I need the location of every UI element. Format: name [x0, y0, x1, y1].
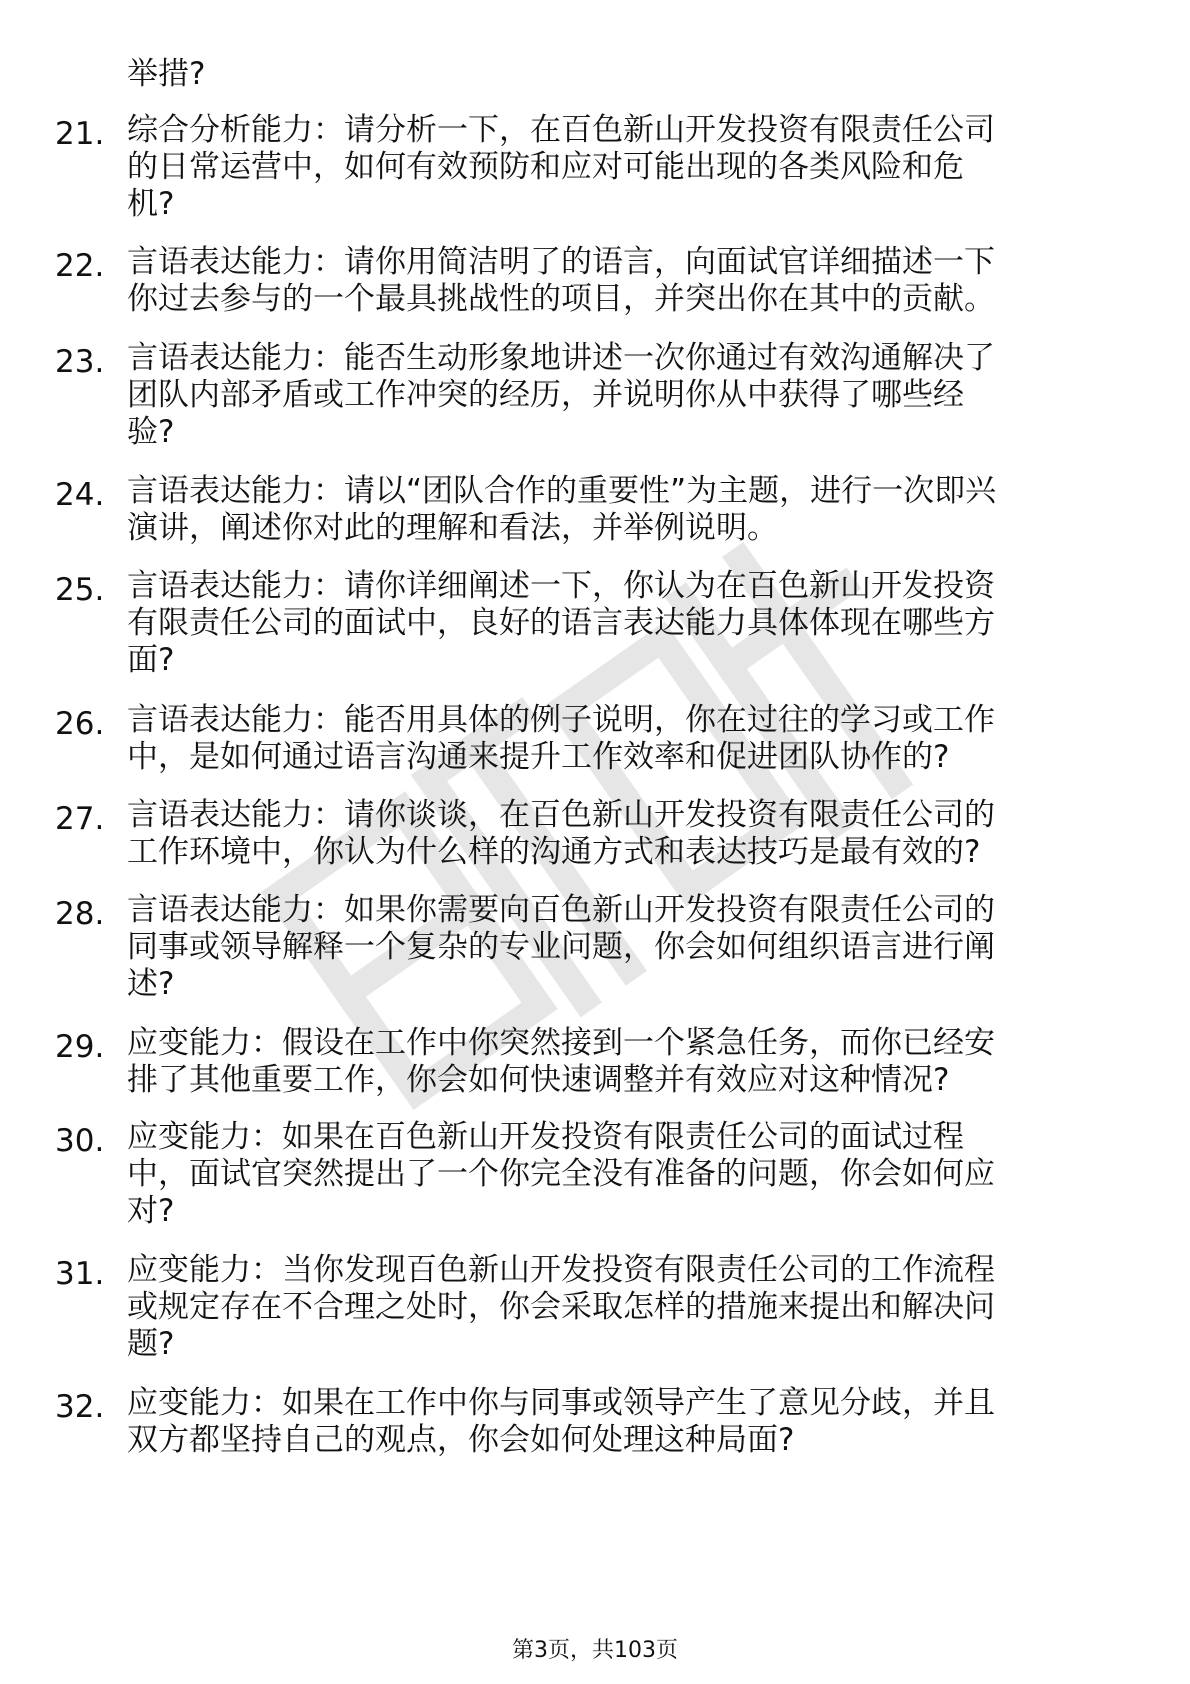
question-number: 32. — [55, 1389, 105, 1425]
question-text: 言语表达能力：请以“团队合作的重要性”为主题，进行一次即兴 演讲，阐述你对此的理解和看法，并举例说明。 — [127, 473, 997, 546]
question-text: 应变能力：如果在工作中你与同事或领导产生了意见分歧，并且 双方都坚持自己的观点，你会如何处理这种局面? — [127, 1385, 995, 1458]
page-footer: 第3页，共103页 — [512, 1638, 678, 1663]
question-text: 言语表达能力：请你详细阐述一下，你认为在百色新山开发投资 有限责任公司的面试中，良好的语言表达能力具体体现在哪些方 面? — [127, 568, 995, 678]
question-text: 言语表达能力：如果你需要向百色新山开发投资有限责任公司的 同事或领导解释一个复杂的专业问题，你会如何组织语言进行阐 述? — [127, 892, 995, 1002]
question-text: 言语表达能力：能否生动形象地讲述一次你通过有效沟通解决了 团队内部矛盾或工作冲突的经历，并说明你从中获得了哪些经 验? — [127, 340, 995, 450]
question-text: 言语表达能力：请你谈谈，在百色新山开发投资有限责任公司的 工作环境中，你认为什么样的沟通方式和表达技巧是最有效的? — [127, 797, 995, 870]
question-number: 26. — [55, 706, 105, 742]
question-number: 29. — [55, 1029, 105, 1065]
question-number: 24. — [55, 477, 105, 513]
question-number: 23. — [55, 344, 105, 380]
question-text: 言语表达能力：请你用简洁明了的语言，向面试官详细描述一下 你过去参与的一个最具挑战性的项目，并突出你在其中的贡献。 — [127, 244, 995, 317]
question-number: 27. — [55, 801, 105, 837]
question-text: 言语表达能力：能否用具体的例子说明，你在过往的学习或工作 中，是如何通过语言沟通来提升工作效率和促进团队协作的? — [127, 702, 995, 775]
continued-question-text: 举措? — [127, 56, 206, 92]
question-number: 22. — [55, 248, 105, 284]
question-number: 28. — [55, 896, 105, 932]
question-text: 应变能力：如果在百色新山开发投资有限责任公司的面试过程 中，面试官突然提出了一个你完全没有准备的问题，你会如何应 对? — [127, 1119, 995, 1229]
question-number: 25. — [55, 572, 105, 608]
question-number: 30. — [55, 1123, 105, 1159]
question-text: 应变能力：假设在工作中你突然接到一个紧急任务，而你已经安 排了其他重要工作，你会如何快速调整并有效应对这种情况? — [127, 1025, 995, 1098]
question-number: 31. — [55, 1256, 105, 1292]
question-number: 21. — [55, 116, 105, 152]
question-text: 综合分析能力：请分析一下，在百色新山开发投资有限责任公司 的日常运营中，如何有效预防和应对可能出现的各类风险和危 机? — [127, 112, 995, 222]
question-text: 应变能力：当你发现百色新山开发投资有限责任公司的工作流程 或规定存在不合理之处时，你会采取怎样的措施来提出和解决问 题? — [127, 1252, 995, 1362]
